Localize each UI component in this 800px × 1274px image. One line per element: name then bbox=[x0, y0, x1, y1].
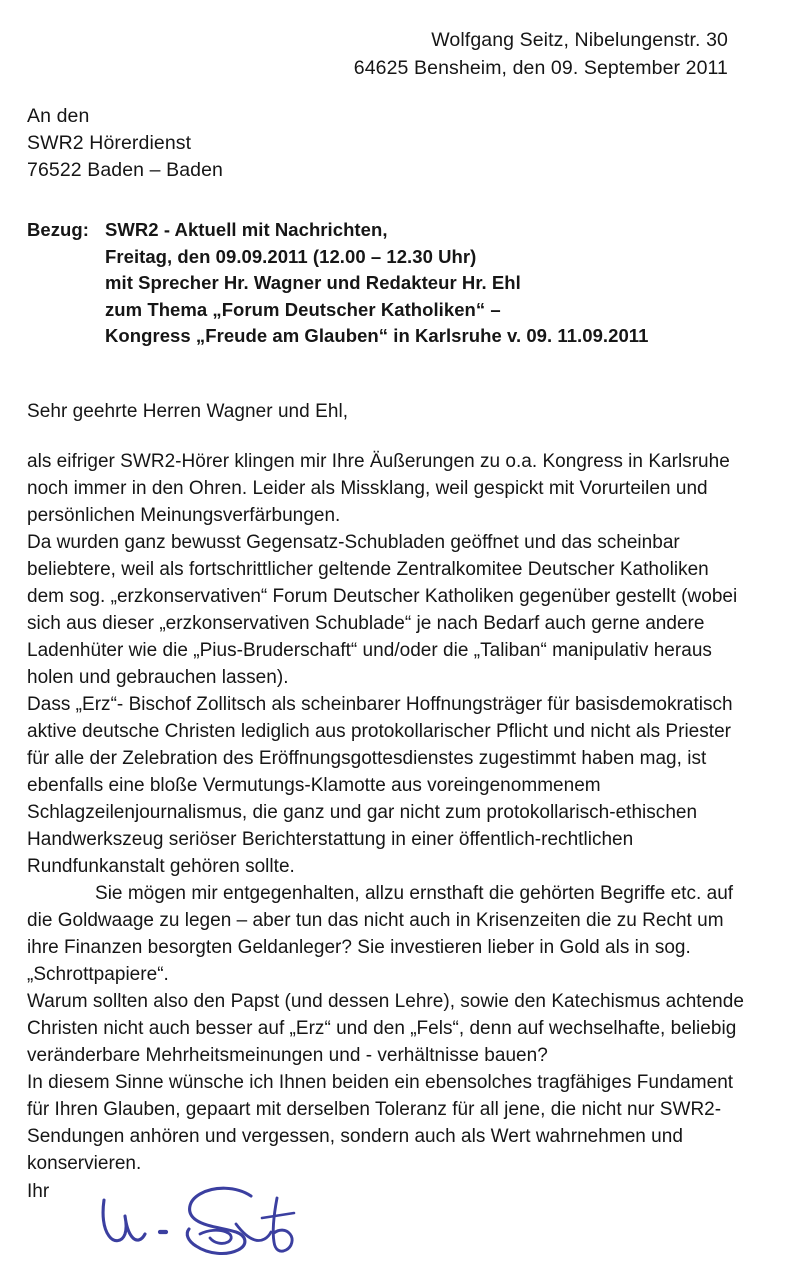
body-line: als eifriger SWR2-Hörer klingen mir Ihre Äußerungen zu o.a. Kongress in Karlsruhe bbox=[27, 451, 730, 472]
body-line: aktive deutsche Christen lediglich aus protokollarischer Pflicht und nicht als Priester bbox=[27, 721, 732, 742]
salutation: Sehr geehrte Herren Wagner und Ehl, bbox=[27, 401, 349, 422]
body-line: für alle der Zelebration des Eröffnungsgottesdienstes zugestimmt haben mag, ist bbox=[27, 748, 707, 769]
body-line: für Ihren Glauben, gepaart mit derselben Toleranz für all jene, die nicht nur SWR2- bbox=[27, 1099, 722, 1120]
body-line: „Schrottpapiere“. bbox=[27, 964, 169, 985]
body-line: Rundfunkanstalt gehören sollte. bbox=[27, 856, 295, 877]
subject-line-2: Freitag, den 09.09.2011 (12.00 – 12.30 Uhr) bbox=[105, 245, 477, 267]
body-line: Da wurden ganz bewusst Gegensatz-Schubladen geöffnet und das scheinbar bbox=[27, 532, 680, 553]
body-line: Ladenhüter wie die „Pius-Bruderschaft“ und/oder die „Taliban“ manipulativ heraus bbox=[27, 640, 712, 661]
body-line: sich aus dieser „erzkonservativen Schublade“ je nach Bedarf auch gerne andere bbox=[27, 613, 705, 634]
subject-lines bbox=[105, 217, 648, 350]
subject-line-4: zum Thema „Forum Deutscher Katholiken“ – bbox=[105, 298, 501, 320]
subject-line-3: mit Sprecher Hr. Wagner und Redakteur Hr. Ehl bbox=[105, 272, 521, 293]
recipient-line-1: An den bbox=[27, 105, 90, 127]
body-line: Dass „Erz“- Bischof Zollitsch als scheinbarer Hoffnungsträger für basisdemokratisch bbox=[27, 694, 733, 715]
body-line: konservieren. bbox=[27, 1153, 142, 1174]
body-line: Handwerkszeug seriöser Berichterstattung in einer öffentlich-rechtlichen bbox=[27, 829, 634, 850]
body-line: Sendungen anhören und vergessen, sondern auch als Wert wahrnehmen und bbox=[27, 1126, 683, 1147]
body-line: Warum sollten also den Papst (und dessen Lehre), sowie den Katechismus achtende bbox=[27, 991, 744, 1012]
subject-block bbox=[27, 217, 648, 350]
recipient-line-3: 76522 Baden – Baden bbox=[27, 159, 223, 181]
body-line: dem sog. „erzkonservativen“ Forum Deutscher Katholiken gegenüber gestellt (wobei bbox=[27, 586, 738, 607]
body-line: ihre Finanzen besorgten Geldanleger? Sie investieren lieber in Gold als in sog. bbox=[27, 937, 691, 958]
body-line: noch immer in den Ohren. Leider als Missklang, weil gespickt mit Vorurteilen und bbox=[27, 478, 708, 499]
body-line: Sie mögen mir entgegenhalten, allzu ernsthaft die gehörten Begriffe etc. auf bbox=[95, 883, 734, 904]
subject-line-5: Kongress „Freude am Glauben“ in Karlsruhe v. 09. 11.09.2011 bbox=[105, 325, 649, 346]
recipient-address-block bbox=[27, 103, 223, 184]
closing-label: Ihr bbox=[27, 1181, 50, 1202]
sender-address-block bbox=[354, 26, 728, 82]
recipient-line-2: SWR2 Hörerdienst bbox=[27, 132, 192, 154]
subject-line-1: SWR2 - Aktuell mit Nachrichten, bbox=[105, 219, 388, 240]
body-line: Schlagzeilenjournalismus, die ganz und gar nicht zum protokollarisch-ethischen bbox=[27, 802, 698, 823]
body-line: ebenfalls eine bloße Vermutungs-Klamotte aus voreingenommenem bbox=[27, 775, 601, 796]
body-line: In diesem Sinne wünsche ich Ihnen beiden ein ebensolches tragfähiges Fundament bbox=[27, 1072, 734, 1093]
body-line: holen und gebrauchen lassen). bbox=[27, 667, 289, 688]
body-line: persönlichen Meinungsverfärbungen. bbox=[27, 505, 341, 526]
body-line: Christen nicht auch besser auf „Erz“ und den „Fels“, denn auf wechselhafte, beliebig bbox=[27, 1018, 737, 1039]
body-line: veränderbare Mehrheitsmeinungen und - verhältnisse bauen? bbox=[27, 1045, 548, 1066]
sender-line: Wolfgang Seitz, Nibelungenstr. 30 bbox=[431, 29, 728, 51]
subject-row bbox=[27, 217, 648, 350]
body-line: die Goldwaage zu legen – aber tun das nicht auch in Krisenzeiten die zu Recht um bbox=[27, 910, 724, 931]
letter-body bbox=[27, 448, 775, 1177]
sender-date-line: 64625 Bensheim, den 09. September 2011 bbox=[353, 57, 728, 79]
subject-label: Bezug: bbox=[27, 219, 89, 240]
signature bbox=[96, 1180, 326, 1266]
body-line: beliebtere, weil als fortschrittlicher geltende Zentralkomitee Deutscher Katholiken bbox=[27, 559, 709, 580]
